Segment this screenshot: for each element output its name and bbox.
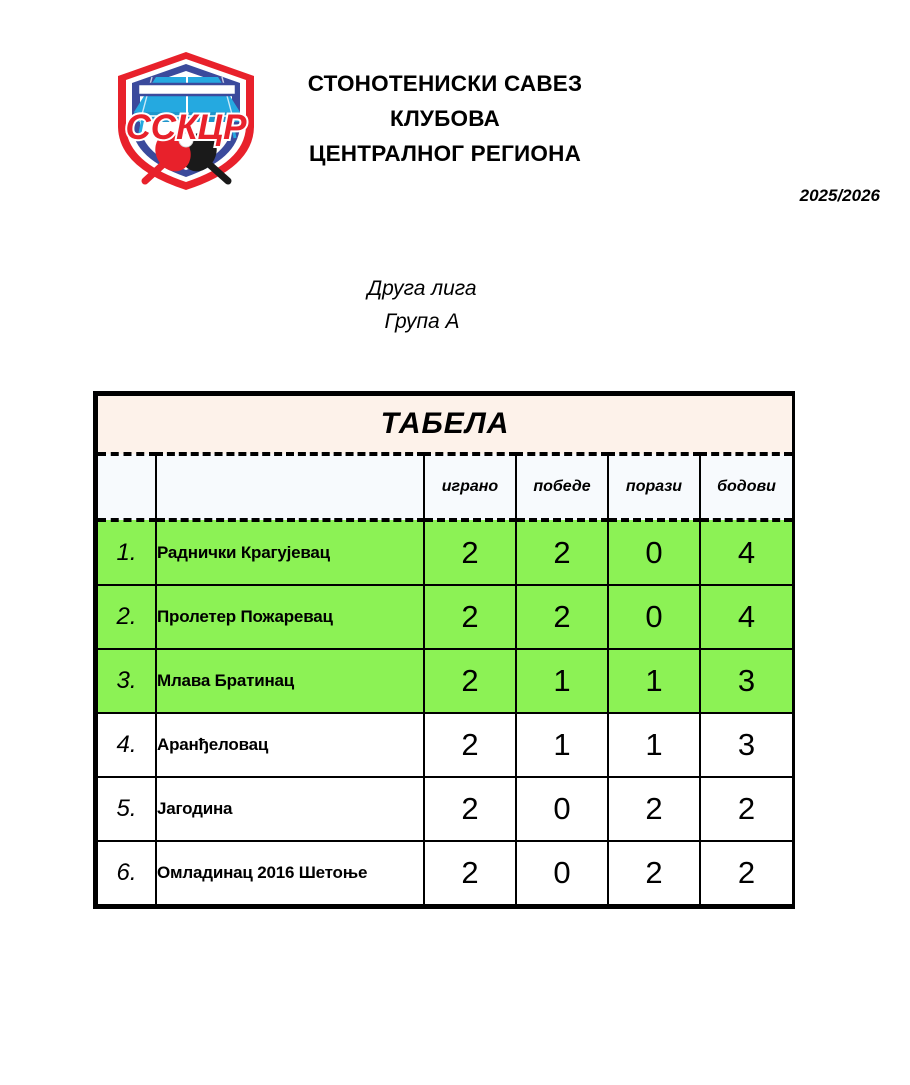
row-played: 2 [424,777,516,841]
row-losses: 0 [608,585,700,649]
standings-table [98,396,792,904]
row-team-name: Раднички Крагујевац [156,520,424,585]
sskcr-logo [100,30,272,196]
column-header-rank [98,454,156,520]
row-team-name: Аранђеловац [156,713,424,777]
row-points: 3 [700,713,792,777]
season-label: 2025/2026 [799,186,880,205]
league-heading [0,272,844,338]
column-header-points: бодови [700,454,792,520]
row-played: 2 [424,841,516,904]
row-losses: 1 [608,713,700,777]
row-rank: 4. [98,713,156,777]
table-row [98,841,792,904]
column-header-played: играно [424,454,516,520]
column-header-team [156,454,424,520]
table-row [98,520,792,585]
row-wins: 1 [516,649,608,713]
row-rank: 3. [98,649,156,713]
row-rank: 2. [98,585,156,649]
row-team-name: Омладинац 2016 Шетоње [156,841,424,904]
row-losses: 2 [608,777,700,841]
table-row [98,777,792,841]
row-points: 4 [700,585,792,649]
row-rank: 5. [98,777,156,841]
standings-table-container [93,391,795,909]
row-wins: 2 [516,520,608,585]
row-played: 2 [424,585,516,649]
row-losses: 0 [608,520,700,585]
page-header [0,0,910,230]
table-row [98,649,792,713]
league-group: Група А [384,310,460,333]
row-points: 3 [700,649,792,713]
logo-wordmark: ССКЦР [125,108,247,147]
table-row [98,713,792,777]
row-points: 2 [700,777,792,841]
row-wins: 1 [516,713,608,777]
column-header-wins: победе [516,454,608,520]
org-title-line-2: КЛУБОВА [390,106,500,131]
row-losses: 2 [608,841,700,904]
row-wins: 0 [516,841,608,904]
column-header-row [98,454,792,520]
row-played: 2 [424,520,516,585]
table-title-row [98,396,792,454]
row-team-name: Пролетер Пожаревац [156,585,424,649]
row-team-name: Јагодина [156,777,424,841]
row-rank: 6. [98,841,156,904]
row-team-name: Млава Братинац [156,649,424,713]
row-played: 2 [424,713,516,777]
row-losses: 1 [608,649,700,713]
org-title-line-1: СТОНОТЕНИСКИ САВЕЗ [307,71,583,96]
org-title-line-3: ЦЕНТРАЛНОГ РЕГИОНА [308,141,582,166]
row-points: 2 [700,841,792,904]
row-rank: 1. [98,520,156,585]
row-wins: 0 [516,777,608,841]
row-wins: 2 [516,585,608,649]
row-points: 4 [700,520,792,585]
table-title: ТАБЕЛА [98,396,792,454]
row-played: 2 [424,649,516,713]
column-header-losses: порази [608,454,700,520]
organization-title [275,66,615,171]
league-name: Друга лига [367,277,477,300]
table-row [98,585,792,649]
